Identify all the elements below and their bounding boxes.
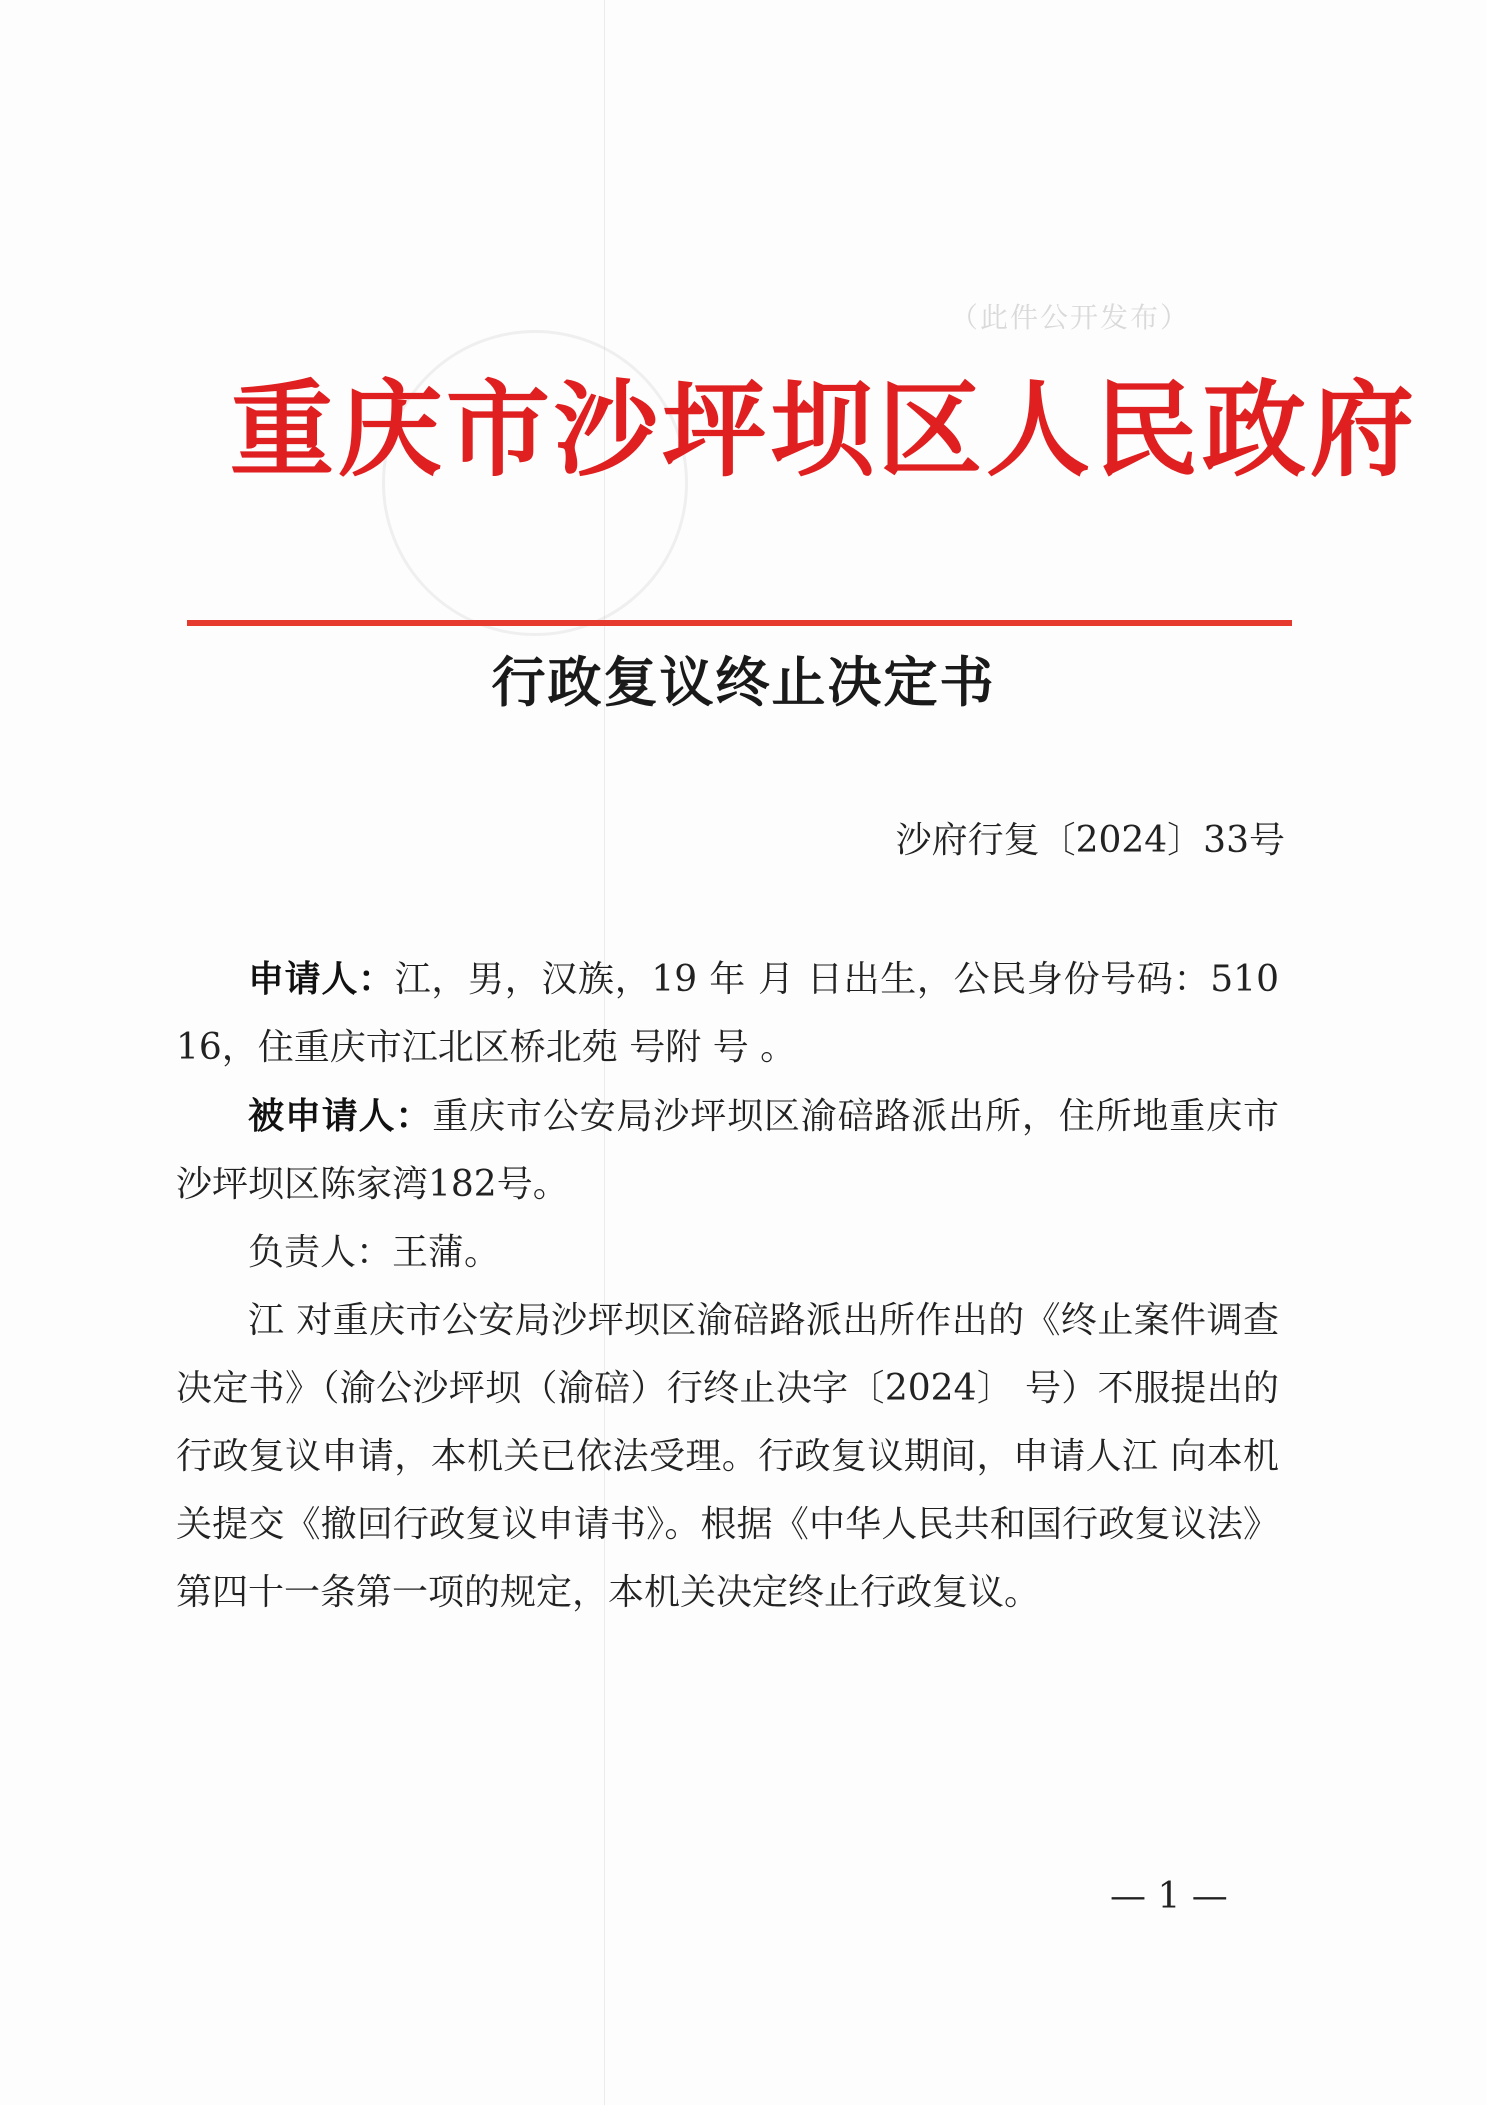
document-number: 沙府行复〔2024〕33号 [895, 820, 1285, 861]
faint-stamp-text: （此件公开发布） [950, 301, 1191, 334]
applicant-details: 江，男，汉族，19 年 月 日出生，公民身份号码：510 16，住重庆市江北区桥北苑 号附 号 。 [176, 959, 1279, 1068]
responsible-person: 负责人：王蒲。 [248, 1232, 501, 1273]
issuing-authority-title: 重庆市沙坪坝区人民政府 [230, 368, 1419, 491]
applicant-paragraph [176, 945, 1279, 1082]
respondent-label: 被申请人： [248, 1095, 433, 1137]
decision-paragraph: 江 对重庆市公安局沙坪坝区渝碚路派出所作出的《终止案件调查决定书》（渝公沙坪坝（渝碚）行终止决字〔2024〕 号）不服提出的行政复议申请，本机关已依法受理。行政复议期间，申请人江 向本机关提交《撤回行政复议申请书》。根据《中华人民共和国行政复议法》第四十一条第一项的规定，本机关决定终止行政复议。 [176, 1300, 1279, 1613]
applicant-label: 申请人： [248, 958, 395, 1000]
page-number: — 1 — [1110, 1876, 1228, 1917]
respondent-details: 重庆市公安局沙坪坝区渝碚路派出所，住所地重庆市沙坪坝区陈家湾182号。 [176, 1096, 1279, 1205]
document-title: 行政复议终止决定书 [491, 650, 996, 714]
respondent-paragraph [176, 1082, 1279, 1219]
document-body [176, 945, 1279, 1627]
red-header-rule [187, 620, 1292, 626]
